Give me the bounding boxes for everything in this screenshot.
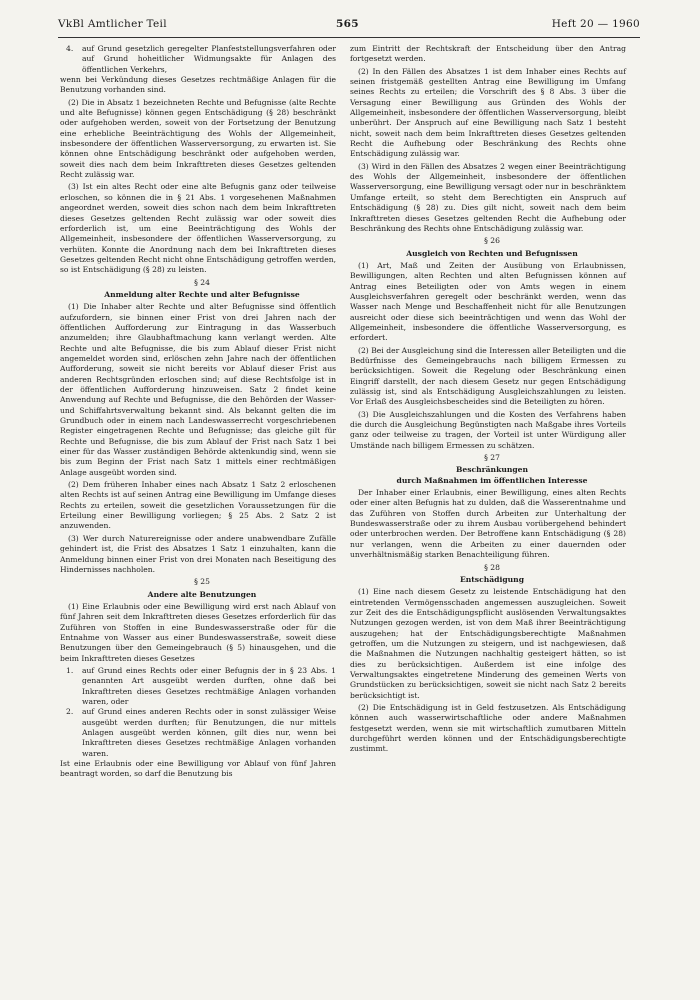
page-header bbox=[58, 12, 640, 36]
list-item-number: 4. bbox=[66, 44, 74, 53]
list-item-text: auf Grund eines Rechts oder einer Befugnis der in § 23 Abs. 1 genannten Art ausgeübt werden durften, ohne daß bei Inkrafttreten dieses Gesetzes rechtmäßige Anlagen vorhanden waren, oder bbox=[82, 665, 336, 706]
left-column bbox=[60, 44, 336, 782]
section-title: Beschränkungen bbox=[455, 465, 529, 475]
list-item-number: 2. bbox=[66, 707, 74, 717]
paragraph: Der Inhaber einer Erlaubnis, einer Bewilligung, eines alten Rechts oder einer alten Befugnis hat zu dulden, daß die Wasserentnahme und das Zuführen von Stoffen durch Arbeiten zur Unterhaltung der Bundeswasserstraße oder zu ihrem Ausbau vorübergehend behindert oder unterbrochen werden. Der Betroffene kann Entschädigung (§ 28) nur verlangen, wenn die Arbeiten zu einer dauernden oder unverhältnismäßig starken Benachteiligung führen. bbox=[350, 488, 626, 560]
list-item-2 bbox=[60, 707, 336, 759]
section-subtitle: durch Maßnahmen im öffentlichen Interesse bbox=[396, 475, 588, 485]
section-title: Andere alte Benutzungen bbox=[147, 589, 257, 599]
section-number: § 25 bbox=[194, 577, 210, 587]
paragraph: (2) Dem früheren Inhaber eines nach Absatz 1 Satz 2 erloschenen alten Rechts ist auf seinen Antrag eine Bewilligung im Umfange dieses Rechts zu erteilen, soweit die gesetzlichen Voraussetzungen für die Erteilung einer Bewilligung vorliegen; § 25 Abs. 2 Satz 2 ist anzuwenden. bbox=[60, 480, 336, 531]
section-title: Ausgleich von Rechten und Befugnissen bbox=[406, 248, 578, 258]
paragraph: (3) Wird in den Fällen des Absatzes 2 wegen einer Beeinträchtigung des Wohls der Allgemeinheit, insbesondere der öffentlichen Wasserversorgung, eine Bewilligung versagt oder nur in beschränktem Umfange erteilt, so steht dem Berechtigten ein Anspruch auf Entschädigung (§ 28) zu. Dies gilt nicht, soweit nach dem beim Inkrafttreten dieses Gesetzes geltenden Recht die Aufhebung oder Beschränkung des Rechts ohne Entschädigung zulässig war. bbox=[350, 161, 626, 233]
section-number: § 26 bbox=[484, 236, 500, 246]
paragraph: Ist eine Erlaubnis oder eine Bewilligung vor Ablauf von fünf Jahren beantragt worden, so darf die Benutzung bis bbox=[60, 759, 336, 779]
paragraph: zum Eintritt der Rechtskraft der Entscheidung über den Antrag fortgesetzt werden. bbox=[350, 44, 626, 64]
right-column bbox=[350, 44, 626, 757]
page-number: 565 bbox=[336, 18, 359, 30]
paragraph: (3) Wer durch Naturereignisse oder andere unabwendbare Zufälle gehindert ist, die Frist des Absatzes 1 Satz 1 einzuhalten, kann die Anmeldung binnen einer Frist von drei Monaten nach Beseitigung des Hindernisses nachholen. bbox=[60, 533, 336, 574]
list-item-1 bbox=[60, 666, 336, 707]
paragraph: (1) Art, Maß und Zeiten der Ausübung von Erlaubnissen, Bewilligungen, alten Rechten und alten Befugnissen können auf Antrag eines Beteiligten oder von Amts wegen in einem Ausgleichsverfahren geregelt oder beschränkt werden, wenn das Wasser nach Menge und Beschaffenheit nicht für alle Benutzungen ausreicht oder diese sich beeinträchtigen und wenn das Wohl der Allgemeinheit, insbesondere die öffentliche Wasserversorgung, es erfordert. bbox=[350, 260, 626, 343]
paragraph: wenn bei Verkündung dieses Gesetzes rechtmäßige Anlagen für die Benutzung vorhanden sind. bbox=[60, 75, 336, 95]
section-number: § 28 bbox=[484, 562, 500, 572]
list-item-4 bbox=[60, 44, 336, 75]
issue-number: Heft 20 — 1960 bbox=[551, 18, 640, 30]
list-item-text: auf Grund gesetzlich geregelter Planfeststellungsverfahren oder auf Grund hoheitlicher Widmungsakte für Anlagen des öffentlichen Verkehrs, bbox=[82, 44, 336, 74]
paragraph: (2) Bei der Ausgleichung sind die Interessen aller Beteiligten und die Bedürfnisse des Gemeingebrauchs nach billigem Ermessen zu berücksichtigen. Soweit die Regelung oder Beschränkung einen Eingriff darstellt, der nach diesem Gesetz nur gegen Entschädigung zulässig ist, sind als Entschädigung Ausgleichszahlungen zu leisten. Vor Erlaß des Ausgleichsbescheides sind die Beteiligten zu hören. bbox=[350, 345, 626, 407]
journal-title: VkBl Amtlicher Teil bbox=[58, 18, 167, 30]
paragraph: (1) Eine nach diesem Gesetz zu leistende Entschädigung hat den eintretenden Vermögensschaden angemessen auszugleichen. Soweit zur Zeit des die Entschädigungspflicht auslösenden Verwaltungsaktes Nutzungen gezogen werden, ist von dem Maß ihrer Beeinträchtigung auszugehen; hat der Entschädigungsberechtigte Maßnahmen getroffen, um die Nutzungen zu steigern, und ist nachgewiesen, daß die Maßnahmen die Nutzungen nachhaltig gesteigert hätten, so ist dies zu berücksichtigen. Außerdem ist eine infolge des Verwaltungsaktes eingetretene Minderung des gemeinen Werts von Grundstücken zu berücksichtigen, soweit sie nicht nach Satz 2 bereits berücksichtigt ist. bbox=[350, 587, 626, 700]
paragraph: (3) Ist ein altes Recht oder eine alte Befugnis ganz oder teilweise erloschen, so können die in § 21 Abs. 1 vorgesehenen Maßnahmen angeordnet werden, soweit dies schon nach dem beim Inkrafttreten dieses Gesetzes geltenden Recht zulässig war oder soweit dies erforderlich ist, um eine Beeinträchtigung des Wohls der Allgemeinheit, insbesondere der öffentlichen Wasserversorgung, zu verhüten. Konnte die Anordnung nach dem bei Inkrafttreten dieses Gesetzes geltenden Recht nicht ohne Entschädigung getroffen werden, so ist Entschädigung (§ 28) zu leisten. bbox=[60, 182, 336, 275]
section-number: § 24 bbox=[194, 277, 210, 287]
paragraph: (2) Die in Absatz 1 bezeichneten Rechte und Befugnisse (alte Rechte und alte Befugnisse) können gegen Entschädigung (§ 28) beschränkt oder aufgehoben werden, soweit von der Fortsetzung der Benutzung eine erhebliche Beeinträchtigung des Wohls der Allgemeinheit, insbesondere der öffentlichen Wasserversorgung, zu erwarten ist. Sie können ohne Entschädigung beschränkt oder aufgehoben werden, soweit dies nach dem beim Inkrafttreten dieses Gesetzes geltenden Recht zulässig war. bbox=[60, 97, 336, 180]
section-number: § 27 bbox=[484, 453, 500, 463]
paragraph: (2) Die Entschädigung ist in Geld festzusetzen. Als Entschädigung können auch wasserwirtschaftliche oder andere Maßnahmen festgesetzt werden, wenn sie mit wirtschaftlich zumutbaren Mitteln durchgeführt werden können und der Entschädigungsberechtigte zustimmt. bbox=[350, 702, 626, 754]
list-item-number: 1. bbox=[66, 665, 74, 675]
paragraph: (1) Die Inhaber alter Rechte und alter Befugnisse sind öffentlich aufzufordern, sie binnen einer Frist von drei Jahren nach der öffentlichen Aufforderung zur Eintragung in das Wasserbuch anzumelden; ihre Glaubhaftmachung kann verlangt werden. Alte Rechte und alte Befugnisse, die bis zum Ablauf dieser Frist nicht angemeldet worden sind, erlöschen zehn Jahre nach der öffentlichen Aufforderung, soweit sie nicht bereits vor Ablauf dieser Frist aus anderen Rechtsgründen erloschen sind; auf diese Rechtsfolge ist in der öffentlichen Aufforderung hinzuweisen. Satz 2 findet keine Anwendung auf Rechte und Befugnisse, die den Behörden der Wasser- und Schiffahrtsverwaltung bekannt sind. Als bekannt gelten die im Grundbuch oder in einem nach Landeswasserrecht vorgeschriebenen Register eingetragenen Rechte und Befugnisse; das gleiche gilt für Rechte und Befugnisse, die bis zum Ablauf der Frist nach Satz 1 bei einer für das Wasser zuständigen Behörde aktenkundig sind, wenn sie bis zum Beginn der Frist nach Satz 1 mittels einer rechtmäßigen Anlage ausgeübt worden sind. bbox=[60, 302, 336, 477]
section-title: Anmeldung alter Rechte und alter Befugnisse bbox=[104, 289, 300, 299]
list-item-text: auf Grund eines anderen Rechts oder in sonst zulässiger Weise ausgeübt werden durften; für Benutzungen, die nur mittels Anlagen ausgeübt werden können, gilt dies nur, wenn bei Inkrafttreten dieses Gesetzes rechtmäßige Anlagen vorhanden waren. bbox=[82, 707, 336, 758]
paragraph: (2) In den Fällen des Absatzes 1 ist dem Inhaber eines Rechts auf seinen fristgemäß gestellten Antrag eine Bewilligung im Umfang seines Rechts zu erteilen; die Vorschrift des § 8 Abs. 3 über die Versagung einer Bewilligung aus Gründen des Wohls der Allgemeinheit, insbesondere der öffentlichen Wasserversorgung, bleibt unberührt. Der Anspruch auf eine Bewilligung nach Satz 1 besteht nicht, soweit nach dem beim Inkrafttreten dieses Gesetzes geltenden Recht die Aufhebung oder Beschränkung des Rechts ohne Entschädigung zulässig war. bbox=[350, 66, 626, 159]
header-rule bbox=[58, 37, 640, 38]
section-title: Entschädigung bbox=[459, 574, 524, 584]
paragraph: (1) Eine Erlaubnis oder eine Bewilligung wird erst nach Ablauf von fünf Jahren seit dem Inkrafttreten dieses Gesetzes erforderlich für das Zuführen von Stoffen in eine Bundeswasserstraße oder für die Entnahme von Wasser aus einer Bundeswasserstraße, soweit diese Benutzungen über den Gemeingebrauch (§ 5) hinausgehen, und die beim Inkrafttreten dieses Gesetzes bbox=[60, 601, 336, 663]
paragraph: (3) Die Ausgleichszahlungen und die Kosten des Verfahrens haben die durch die Ausgleichung Begünstigten nach Maßgabe ihres Vorteils ganz oder teilweise zu tragen, der Vorteil ist unter Würdigung aller Umstände nach billigem Ermessen zu schätzen. bbox=[350, 409, 626, 450]
